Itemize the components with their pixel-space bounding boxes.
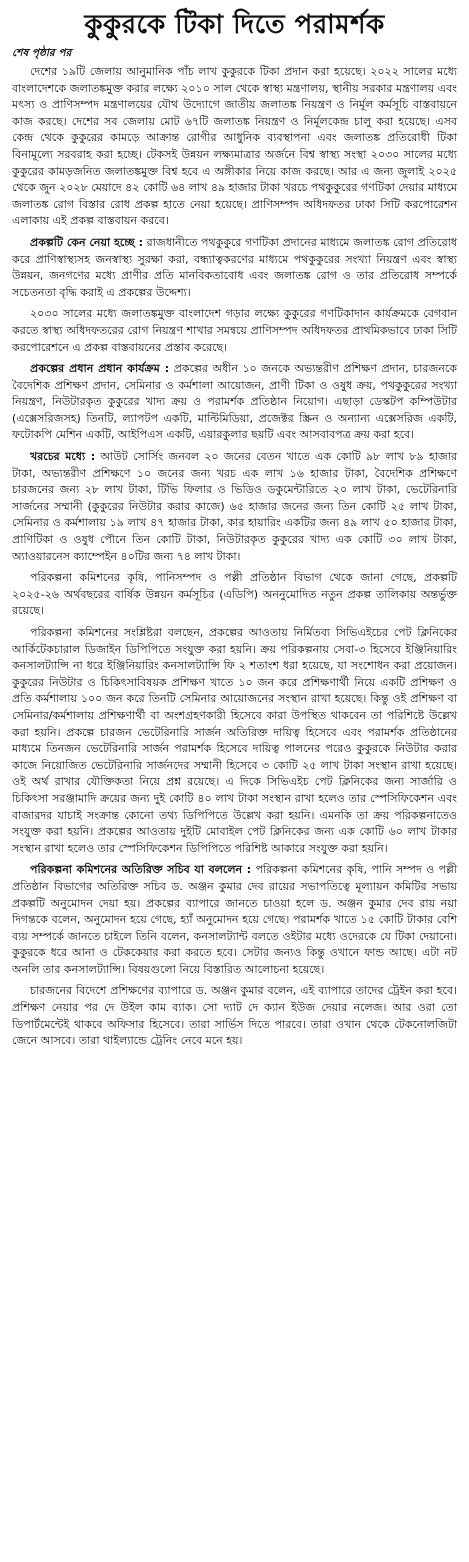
paragraph-text: দেশের ১৯টি জেলায় আনুমানিক পাঁচ লাখ কুকুরকে টিকা প্রদান করা হয়েছে। ২০২২ সালের মধ্যে বাংলাদেশকে জলাতঙ্কমুক্ত করার লক্ষ্যে ২০১০ সাল থেকে স্বাস্থ্য মন্ত্রণালয়, স্থানীয় সরকার মন্ত্রণালয় এবং মৎস্য ও প্রাণিসম্পদ মন্ত্রণালয়ের যৌথ উদ্যোগে জাতীয় জলাতঙ্ক নিয়ন্ত্রণ ও নির্মূল কর্মসূচি বাস্তবায়নে কাজ করছে। দেশের সব জেলায় মোট ৬৭টি জলাতঙ্ক নিয়ন্ত্রণ ও নির্মূলকেন্দ্র চালু করা হয়েছে। এসব কেন্দ্র থেকে কুকুরের কামড়ে আক্রান্ত রোগীর আধুনিক ব্যবস্থাপনা এবং জলাতঙ্ক প্রতিরোধী টিকা বিনামূল্যে সরবরাহ করা হচ্ছে। টেকসই উন্নয়ন লক্ষ্যমাত্রার অর্জনে বিশ্ব স্বাস্থ্য সংস্থা ২০৩০ সালের মধ্যে কুকুরের কামড়জনিত জলাতঙ্কমুক্ত বিশ্ব হবে এ অঙ্গীকার নিয়ে কাজ করছে। আর এ জন্য জুলাই ২০২৫ থেকে জুন ২০২৮ মেয়াদে ৪২ কোটি ৬৪ লাখ ৪৯ হাজার টাকা খরচে পথকুকুরের গণটিকা দেয়ার মাধ্যমে জলাতঙ্ক রোগ বিস্তার রোধ প্রকল্প হাতে নেয়া হয়েছে। প্রাণিসম্পদ অধিদফতর ঢাকা সিটি করপোরেশন এলাকায় এই প্রকল্প বাস্তবায়ন করবে। <box>12 65 457 228</box>
paragraph <box>12 983 457 1049</box>
paragraph-text: আউট সোর্সিং জনবল ২০ জনের বেতন খাতে এক কোটি ৯৮ লাখ ৮৯ হাজার টাকা, অভ্যন্তরীণ প্রশিক্ষণে ১০ জনের জন্য খরচ এক লাখ ১৬ হাজার টাকা, বৈদেশিক প্রশিক্ষণে চারজনের জন্য ২৮ লাখ টাকা, টিভি ফিলার ও ভিডিও ডকুমেন্টারিতে ২০ লাখ টাকা, ভেটেরিনারি সার্জনের সম্মানী (কুকুরের নিউটার করার কাজে) ৬৫ হাজার জনের জন্য তিন কোটি ২৫ লাখ টাকা, সেমিনার ও কর্মশালায় ১৯ লাখ ৪৭ হাজার টাকা, কার হায়ারিং একটির জন্য ৪৯ লাখ ৫০ হাজার টাকা, প্রাণিটিকা ও ওষুধ পৌনে তিন কোটি টাকা, নিউটারকৃত কুকুরের খাদ্য এক কোটি ৩০ লাখ টাকা, অ্যাওয়ারনেস ক্যাম্পেইন ৪০টির জন্য ৭৪ লাখ টাকা। <box>12 450 457 563</box>
headline: কুকুরকে টিকা দিতে পরামর্শক <box>84 10 385 40</box>
paragraph <box>12 862 457 978</box>
paragraph <box>12 306 457 356</box>
paragraph <box>12 361 457 444</box>
paragraph-lead: খরচের মধ্যে : <box>30 450 96 464</box>
continued-label: শেষ পৃষ্ঠার পর <box>12 47 72 59</box>
paragraph-text: ২০৩০ সালের মধ্যে জলাতঙ্কমুক্ত বাংলাদেশ গড়ার লক্ষ্যে কুকুরের গণটিকাদান কার্যক্রমকে বেগবান করতে স্বাস্থ্য অধিদফতরের রোগ নিয়ন্ত্রণ শাখার সমন্বয়ে প্রাণিসম্পদ অধিদফতর প্রাথমিকভাবে ঢাকা সিটি করপোরেশনে এ প্রকল্প বাস্তবায়নের প্রস্তাব করেছে। <box>12 307 457 354</box>
paragraph <box>12 64 457 230</box>
paragraph <box>12 235 457 301</box>
paragraph-text: পরিকল্পনা কমিশনের কৃষি, পানি সম্পদ ও পল্লী প্রতিষ্ঠান বিভাগের অতিরিক্ত সচিব ড. অঞ্জন কুমার দেব রায়ের সভাপতিত্বে মূল্যায়ন কমিটির সভায় প্রকল্পটি অনুমোদন দেয়া হয়। প্রকল্পের ব্যাপারে জানতে চাওয়া হলে ড. অঞ্জন কুমার দেব রায় নয়া দিগন্তকে বলেন, অনুমোদন হয়ে গেছে, হ্যাঁ অনুমোদন হয়ে গেছে। পরামর্শক খাতে ১৫ কোটি টাকার বেশি ব্যয় সম্পর্কে জানতে চাইলে তিনি বলেন, কনসালট্যান্ট বলতে ওইটার মধ্যে ওদেরকে যে টিকা দেয়ানো। কুকুরকে ধরে আনা ও টেককেয়ার করা করতে হবে। সেটার জন্যও কিন্তু ওখানে ফান্ড আছে। এটা নট অনলি তার কনসালট্যান্সি। বিষয়গুলো নিয়ে বিস্তারিত আলোচনা হয়েছে। <box>12 863 457 976</box>
paragraph <box>12 625 457 857</box>
paragraph-text: চারজনের বিদেশে প্রশিক্ষণের ব্যাপারে ড. অঞ্জন কুমার বলেন, এই ব্যাপারে তাদের ট্রেইন করা হবে। প্রশিক্ষণ নেয়ার পর দে উইল কাম ব্যাক। সো দ্যাট দে ক্যান ইউজ দেয়ার নলেজ। আর ওরা তো ডিপার্টমেন্টেই থাকবে অফিসার হিসেবে। তারা সার্ভিস দিতে পারবে। তারা ওখান থেকে টেকনোলজিটা জেনে আসবে। তারা থাইল্যান্ডে ট্রেনিং নেবে মনে হয়। <box>12 984 457 1048</box>
paragraph-text: পরিকল্পনা কমিশনের সংশ্লিষ্টরা বলছেন, প্রকল্পের আওতায় নির্মিতব্য সিভিএইচের পেট ক্লিনিকের আর্কিটেকচারাল ডিজাইন ডিপিপিতে সংযুক্ত করা হয়নি। ক্রয় পরিকল্পনায় সেবা-৩ হিসেবে ইঞ্জিনিয়ারিং কনসালট্যান্সি না ধরে ইঞ্জিনিয়ারিং কনসালট্যান্সি ফি ২ শতাংশ ধরা হয়েছে, যা সংশোধন করা প্রয়োজন। কুকুরের নিউটার ও চিকিৎসাবিষয়ক প্রশিক্ষণ খাতে ১০ জন করে প্রশিক্ষণার্থী নিয়ে একটি প্রশিক্ষণ ও প্রতি কর্মশালায় ১০০ জন করে তিনটি সেমিনার আয়োজনের সংস্থান রাখা হয়েছে। কিন্তু ওই প্রশিক্ষণ বা সেমিনার/কর্মশালায় প্রশিক্ষণার্থী বা অংশগ্রহণকারী হিসেবে কারা উপস্থিত থাকবেন তা পরিশিষ্টে উল্লেখ করা হয়নি। প্রকল্পে চারজন ভেটেরিনারি সার্জন অতিরিক্ত দায়িত্ব হিসেবে এবং পরামর্শক প্রতিষ্ঠানের মাধ্যমে তিনজন ভেটেরিনারি সার্জন পরামর্শক হিসেবে দায়িত্ব পালনের পরেও কুকুরকে নিউটার করার কাজে নিয়োজিত ভেটেরিনারি সার্জনদের সম্মানী হিসেবে ৩ কোটি ২৫ লাখ টাকা সংস্থান রাখা হয়েছে। ওই অর্থ রাখার যৌক্তিকতা নিয়ে প্রশ্ন রয়েছে। এ দিকে সিভিএইচ পেট ক্লিনিকের জন্য সার্জারি ও চিকিৎসা সরঞ্জামাদি ক্রয়ের জন্য দুই কোটি ৪০ লাখ টাকা সংস্থান রাখা হলেও তার স্পেসিফিকেশন এবং বাজারদর যাচাই সংক্রান্ত কোনো তথ্য ডিপিপিতে উল্লেখ করা হয়নি। এমনকি তা ক্রয় পরিকল্পনাতেও সংযুক্ত করা হয়নি। প্রকল্পের আওতায় দুইটি মোবাইল পেট ক্লিনিকের জন্য এক কোটি ৬০ লাখ টাকার সংস্থান রাখা হলেও তার স্পেসিফিকেশন ডিপিপিতে পরিশিষ্ট আকারে সংযুক্ত করা হয়নি। <box>12 626 457 855</box>
paragraph-text: পরিকল্পনা কমিশনের কৃষি, পানিসম্পদ ও পল্লী প্রতিষ্ঠান বিভাগ থেকে জানা গেছে, প্রকল্পটি ২০২৫-২৬ অর্থবছরের বার্ষিক উন্নয়ন কর্মসূচির (এডিপি) অননুমোদিত নতুন প্রকল্প তালিকায় অন্তর্ভুক্ত রয়েছে। <box>12 571 457 618</box>
paragraph <box>12 449 457 565</box>
paragraph <box>12 570 457 620</box>
paragraph-text: প্রকল্পের অধীন ১০ জনকে অভ্যন্তরীণ প্রশিক্ষণ প্রদান, চারজনকে বৈদেশিক প্রশিক্ষণ প্রদান, সেমিনার ও কর্মশালা আয়োজন, প্রাণী টিকা ও ওষুধ ক্রয়, পথকুকুরের সংখ্যা নিয়ন্ত্রণ, নিউটারকৃত কুকুরের খাদ্য ক্রয় ও পরামর্শক প্রতিষ্ঠান নিয়োগ। এছাড়া ডেস্কটপ কম্পিউটার (এক্সেসরিজসহ) তিনটি, ল্যাপটপ একটি, মাল্টিমিডিয়া, প্রজেক্টর স্ক্রিন ও অন্যান্য এক্সেসরিজ একটি, ফটোকপি মেশিন একটি, আইপিএস একটি, এয়ারকুলার ছয়টি এবং আসবাবপত্র ক্রয় করা হবে। <box>12 362 457 442</box>
paragraph-lead: প্রকল্পটি কেন নেয়া হচ্ছে : <box>30 235 144 249</box>
paragraph-text: রাজধানীতে পথকুকুরে গণটিকা প্রদানের মাধ্যমে জলাতঙ্ক রোগ প্রতিরোধ করে প্রাণিস্বাস্থ্যসহ জনস্বাস্থ্য সুরক্ষা করা, বন্ধ্যাত্বকরণের মাধ্যমে পথকুকুরের সংখ্যা নিয়ন্ত্রণ এবং স্বাস্থ্য উন্নয়ন, জনগণের মধ্যে প্রাণীর প্রতি মানবিকতাবোধ এবং জলাতঙ্ক রোগ ও তার প্রতিরোধ সম্পর্কে সচেতনতা বৃদ্ধি করাই এ প্রকল্পের উদ্দেশ্য। <box>12 235 458 299</box>
paragraph-lead: পরিকল্পনা কমিশনের অতিরিক্ত সচিব যা বললেন : <box>30 863 252 877</box>
article-body <box>12 64 457 1050</box>
paragraph-lead: প্রকল্পের প্রধান প্রধান কার্যক্রম : <box>30 362 170 376</box>
